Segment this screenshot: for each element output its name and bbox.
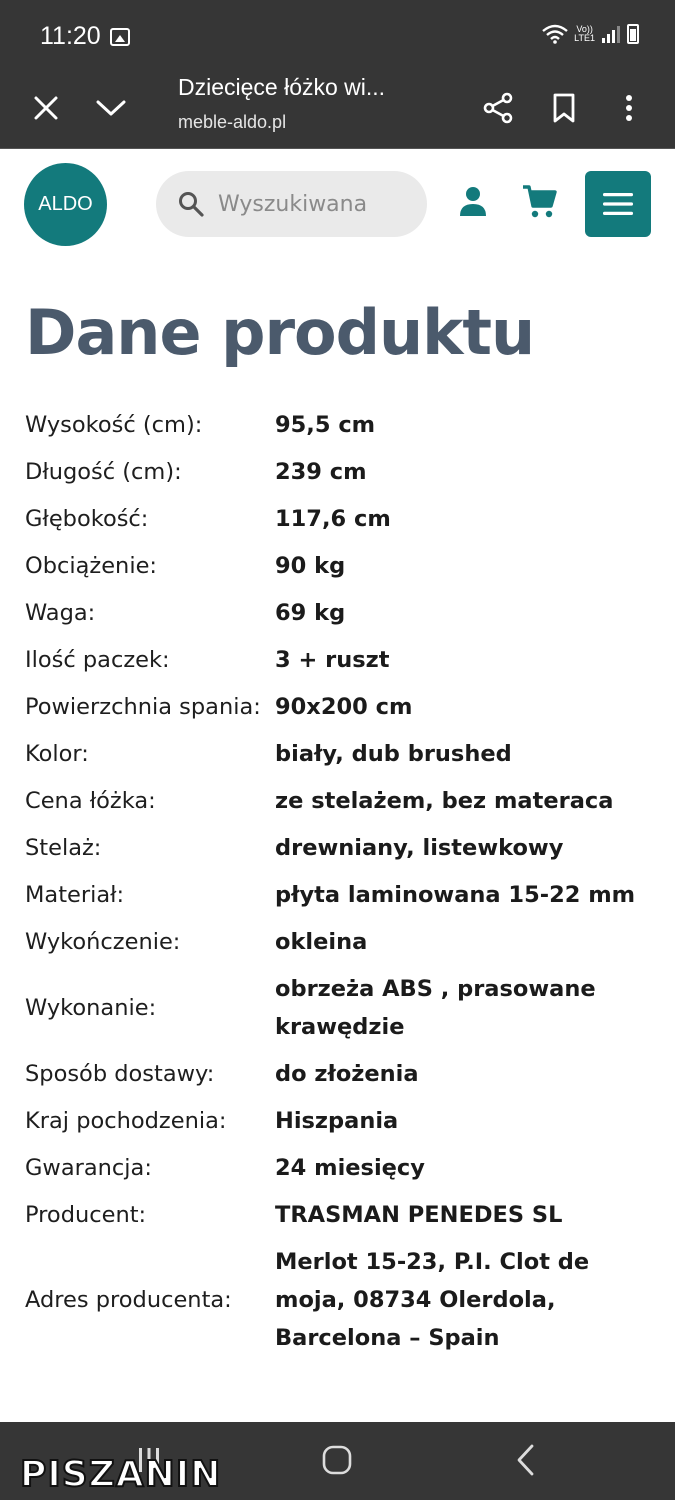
spec-value: obrzeża ABS , prasowane krawędzie [275, 976, 596, 1040]
search-input[interactable] [218, 185, 413, 223]
search-bar[interactable] [156, 171, 427, 237]
search-icon [178, 191, 204, 217]
aldo-logo[interactable]: ALDO [24, 163, 107, 246]
spec-label: Długość (cm): [25, 459, 182, 485]
status-time: 11:20 [40, 22, 101, 50]
image-notification-icon [110, 28, 130, 46]
spec-value: Hiszpania [275, 1108, 399, 1134]
spec-rows [25, 402, 655, 1362]
spec-label: Producent: [25, 1202, 147, 1228]
status-bar [0, 0, 675, 74]
browser-toolbar [0, 74, 675, 149]
more-options-button[interactable] [607, 86, 651, 130]
spec-row [25, 966, 655, 1051]
spec-value: 24 miesięcy [275, 1155, 425, 1181]
minimize-tab-button[interactable] [89, 86, 133, 130]
spec-label: Ilość paczek: [25, 647, 170, 673]
close-icon [33, 95, 59, 121]
spec-label: Adres producenta: [25, 1287, 232, 1313]
spec-row [25, 449, 655, 496]
site-header [0, 150, 675, 260]
spec-label: Obciążenie: [25, 553, 157, 579]
cart-icon[interactable] [522, 184, 558, 220]
spec-value: płyta laminowana 15-22 mm [275, 882, 636, 908]
hamburger-icon [602, 192, 634, 216]
spec-label: Waga: [25, 600, 96, 626]
battery-icon [627, 24, 639, 44]
spec-value: 90x200 cm [275, 694, 413, 720]
spec-value: Merlot 15-23, P.I. Clot de moja, 08734 Olerdola, Barcelona – Spain [275, 1249, 590, 1351]
volte-indicator [574, 25, 595, 43]
page-tab-title: Dziecięce łóżko wi... [178, 74, 386, 100]
spec-value: 239 cm [275, 459, 367, 485]
spec-label: Wysokość (cm): [25, 412, 203, 438]
spec-value: biały, dub brushed [275, 741, 512, 767]
home-icon[interactable] [322, 1442, 352, 1478]
spec-row [25, 1192, 655, 1239]
bookmark-button[interactable] [542, 86, 586, 130]
spec-label: Stelaż: [25, 835, 102, 861]
spec-value: okleina [275, 929, 368, 955]
spec-label: Powierzchnia spania: [25, 694, 261, 720]
spec-label: Gwarancja: [25, 1155, 152, 1181]
spec-value: drewniany, listewkowy [275, 835, 564, 861]
spec-label: Głębokość: [25, 506, 149, 532]
back-icon[interactable] [514, 1442, 538, 1478]
lte-label: LTE1 [574, 33, 595, 43]
share-icon [482, 92, 514, 124]
spec-value: 69 kg [275, 600, 346, 626]
spec-row [25, 872, 655, 919]
spec-label: Sposób dostawy: [25, 1061, 215, 1087]
status-icons [542, 24, 639, 44]
watermark-logo: PISZANIN [20, 1454, 222, 1495]
spec-row [25, 1098, 655, 1145]
bookmark-icon [552, 93, 576, 123]
volte-label: Vo)) [576, 24, 593, 34]
spec-row [25, 1239, 655, 1362]
close-tab-button[interactable] [24, 86, 68, 130]
spec-value: TRASMAN PENEDES SL [275, 1202, 563, 1228]
spec-row [25, 1051, 655, 1098]
spec-label: Cena łóżka: [25, 788, 156, 814]
signal-icon [601, 24, 621, 44]
wifi-icon [542, 24, 568, 44]
spec-row [25, 778, 655, 825]
spec-value: 117,6 cm [275, 506, 391, 532]
spec-value: do złożenia [275, 1061, 419, 1087]
account-icon[interactable] [458, 184, 488, 218]
spec-row [25, 496, 655, 543]
more-vertical-icon [625, 94, 633, 122]
spec-label: Kraj pochodzenia: [25, 1108, 227, 1134]
spec-value: 3 + ruszt [275, 647, 390, 673]
spec-row [25, 684, 655, 731]
spec-row [25, 825, 655, 872]
chevron-down-icon [96, 98, 126, 118]
page-url: meble-aldo.pl [178, 112, 287, 132]
spec-label: Kolor: [25, 741, 89, 767]
spec-value: 90 kg [275, 553, 346, 579]
spec-label: Materiał: [25, 882, 125, 908]
spec-row [25, 919, 655, 966]
spec-value: 95,5 cm [275, 412, 376, 438]
spec-label: Wykończenie: [25, 929, 181, 955]
spec-row [25, 543, 655, 590]
share-button[interactable] [476, 86, 520, 130]
spec-row [25, 731, 655, 778]
spec-value: ze stelażem, bez materaca [275, 788, 614, 814]
spec-label: Wykonanie: [25, 995, 157, 1021]
page-title: Dane produktu [25, 296, 535, 369]
spec-row [25, 1145, 655, 1192]
product-specs-table [25, 402, 655, 1362]
spec-row [25, 402, 655, 449]
spec-row [25, 637, 655, 684]
spec-row [25, 590, 655, 637]
menu-button[interactable] [585, 171, 651, 237]
